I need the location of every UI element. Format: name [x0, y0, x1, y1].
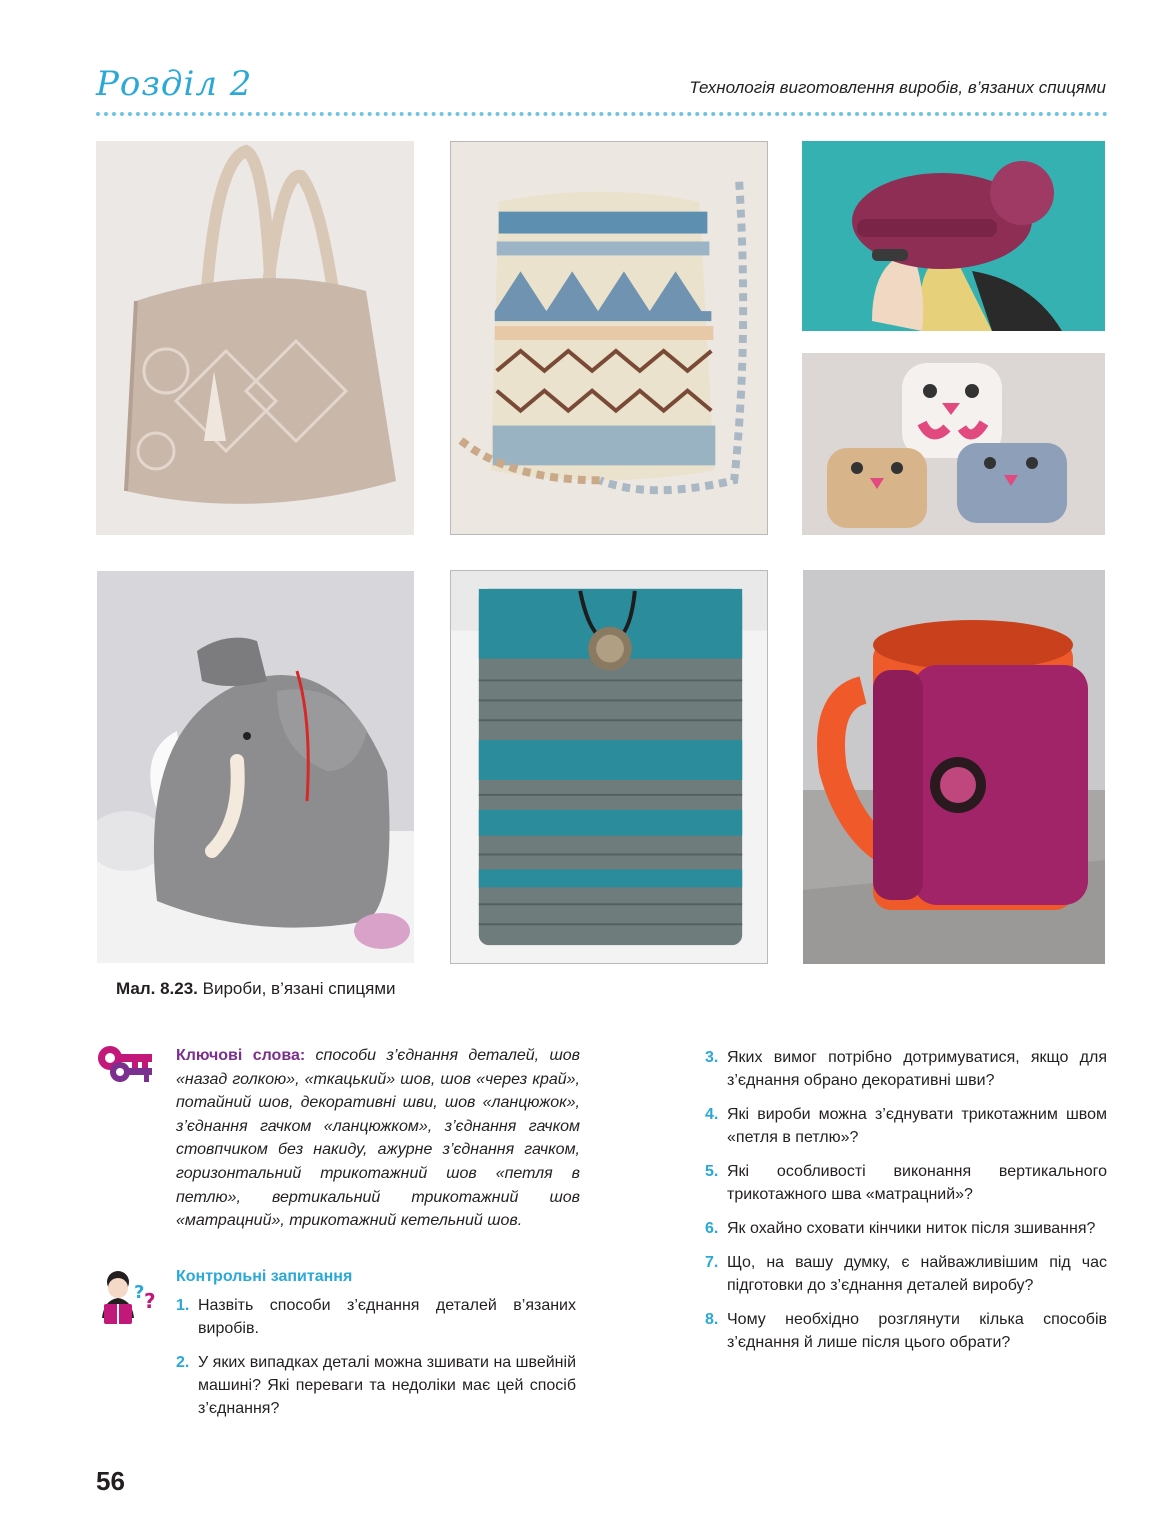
question-number: 7. — [705, 1254, 719, 1271]
page-number: 56 — [96, 1466, 125, 1496]
question-item — [705, 1308, 1107, 1354]
reading-student-icon — [96, 1268, 162, 1334]
key-words-text: способи з’єднання деталей, шов «назад голкою», «ткацький» шов, шов «через край», потайний шов, декоративні шви, шов «ланцюжок», з’єднання гачком «ланцюжком», з’єднання гачком стовпчиком без накиду, ажурне з’єднання гачком, горизонтальний трикотажний шов «петля в петлю», вертикальний трикотажний шов «матрацний», трикотажний кетельний шов. — [176, 1047, 580, 1230]
photo-knitted-tote-bag — [96, 141, 414, 535]
question-item — [705, 1103, 1107, 1149]
questions-list-left — [176, 1294, 576, 1431]
question-text: У яких випадках деталі можна зшивати на швейній машині? Які переваги та недоліки має цей спосіб з’єднання? — [198, 1354, 576, 1417]
control-questions-title: Контрольні запитання — [176, 1268, 353, 1285]
key-words-label: Ключові слова: — [176, 1047, 306, 1064]
question-number: 6. — [705, 1220, 719, 1237]
photo-knitted-beanie — [802, 141, 1105, 331]
question-item — [176, 1351, 576, 1420]
question-item — [705, 1217, 1107, 1240]
question-number: 2. — [176, 1354, 190, 1371]
question-number: 1. — [176, 1297, 190, 1314]
question-text: Що, на вашу думку, є найважливішим під час підготовки до з’єднання деталей виробу? — [727, 1254, 1107, 1294]
question-text: Які вироби можна з’єднувати трикотажним швом «петля в петлю»? — [727, 1106, 1107, 1146]
svg-text:?: ? — [134, 1282, 145, 1303]
key-icon — [96, 1040, 158, 1088]
question-number: 5. — [705, 1163, 719, 1180]
header-dotted-divider — [96, 112, 1108, 116]
question-item — [176, 1294, 576, 1340]
photo-knitted-owl-toys — [802, 353, 1105, 535]
question-number: 3. — [705, 1049, 719, 1066]
running-head: Технологія виготовлення виробів, в’язаних спицями — [689, 78, 1106, 97]
figure-caption-text: Вироби, в’язані спицями — [197, 979, 396, 998]
key-words-paragraph — [176, 1044, 580, 1233]
questions-list-right — [705, 1046, 1107, 1365]
question-number: 4. — [705, 1106, 719, 1123]
question-item — [705, 1251, 1107, 1297]
question-text: Яких вимог потрібно дотримуватися, якщо для з’єднання обрано декоративні шви? — [727, 1049, 1107, 1089]
photo-striped-phone-case — [450, 570, 768, 964]
question-number: 8. — [705, 1311, 719, 1328]
question-item — [705, 1160, 1107, 1206]
question-item — [705, 1046, 1107, 1092]
svg-text:?: ? — [144, 1289, 156, 1313]
section-title: Розділ 2 — [96, 64, 253, 104]
photo-elephant-tea-cozy — [97, 571, 414, 963]
figure-caption — [116, 979, 396, 999]
question-text: Які особливості виконання вертикального трикотажного шва «матрацний»? — [727, 1163, 1107, 1203]
question-text: Як охайно сховати кінчики ниток після зшивання? — [727, 1220, 1096, 1237]
photo-mug-cozy — [803, 570, 1105, 964]
question-text: Назвіть способи з’єднання деталей в’язаних виробів. — [198, 1297, 576, 1337]
photo-jacquard-shoulder-bag — [450, 141, 768, 535]
figure-label: Мал. 8.23. — [116, 979, 198, 998]
question-text: Чому необхідно розглянути кілька способів з’єднання й лише після цього обрати? — [727, 1311, 1107, 1351]
